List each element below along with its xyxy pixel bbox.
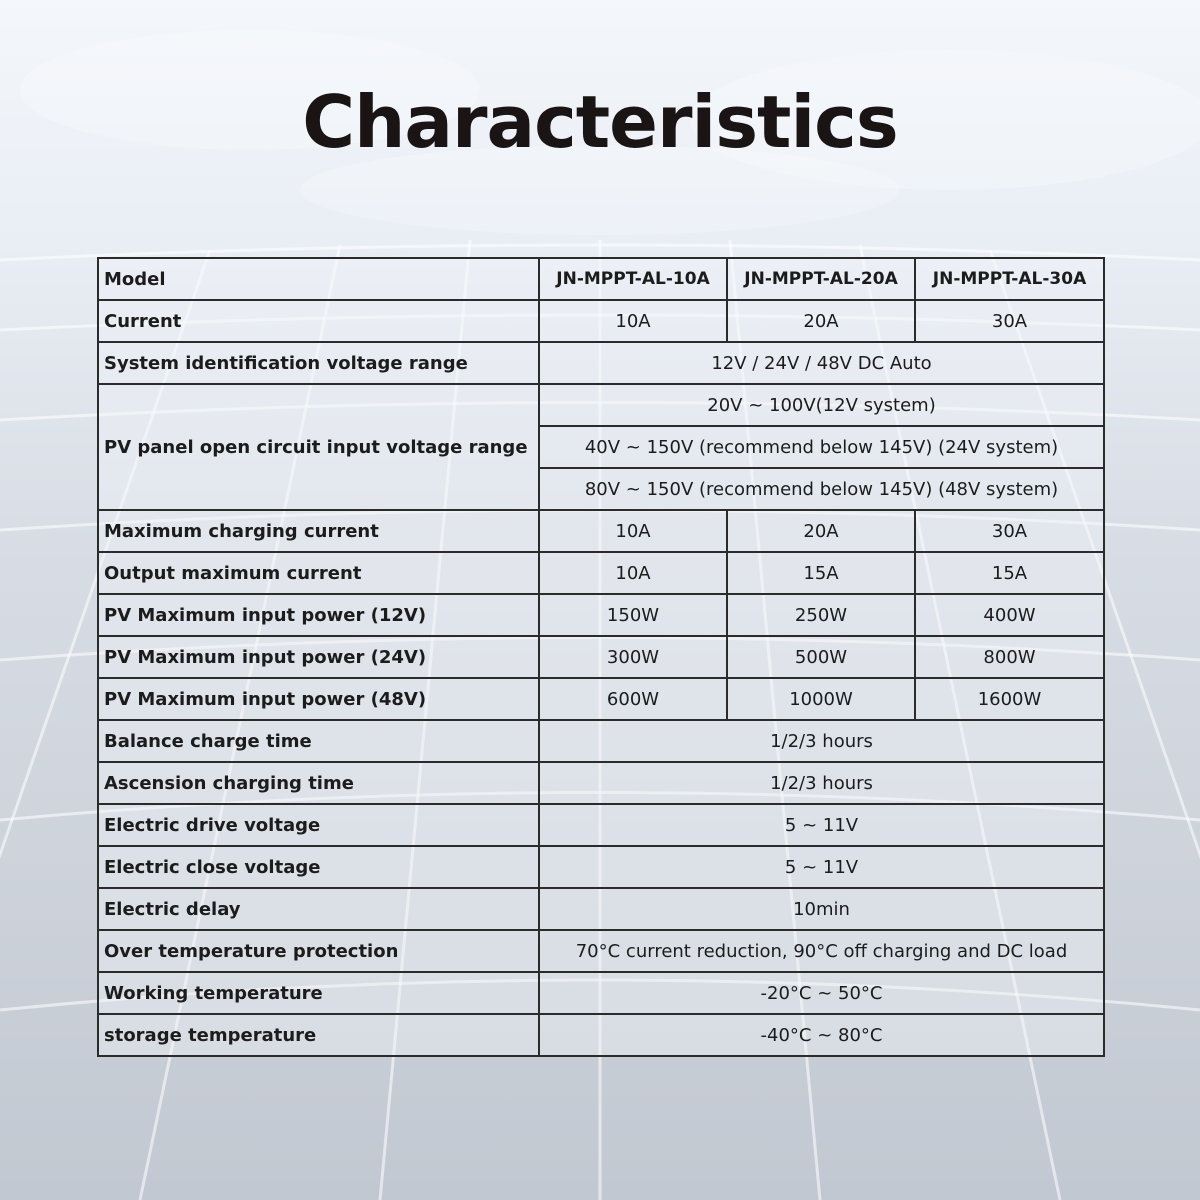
- value-cell: 250W: [727, 594, 915, 636]
- value-cell: 10A: [539, 552, 727, 594]
- row-label: Over temperature protection: [98, 930, 539, 972]
- row-label: Electric close voltage: [98, 846, 539, 888]
- value-cell: 5 ~ 11V: [539, 804, 1104, 846]
- table-row-balance-charge-time: [98, 720, 1104, 762]
- table-row-model: [98, 258, 1104, 300]
- table-row-system-voltage: [98, 342, 1104, 384]
- value-cell: 400W: [915, 594, 1104, 636]
- value-cell: 20A: [727, 300, 915, 342]
- value-cell: 20A: [727, 510, 915, 552]
- value-cell: 5 ~ 11V: [539, 846, 1104, 888]
- value-cell: 15A: [727, 552, 915, 594]
- value-cell: -40°C ~ 80°C: [539, 1014, 1104, 1056]
- value-cell: 1600W: [915, 678, 1104, 720]
- table-row-ascension-charging-time: [98, 762, 1104, 804]
- value-cell: 10min: [539, 888, 1104, 930]
- value-cell: 1000W: [727, 678, 915, 720]
- model-name-cell: JN-MPPT-AL-30A: [915, 258, 1104, 300]
- row-label: System identification voltage range: [98, 342, 539, 384]
- row-label: PV panel open circuit input voltage range: [98, 384, 539, 510]
- value-cell: 1/2/3 hours: [539, 720, 1104, 762]
- table-row-pv-power-24v: [98, 636, 1104, 678]
- value-cell: 10A: [539, 300, 727, 342]
- row-label: Electric drive voltage: [98, 804, 539, 846]
- table-row-output-max-current: [98, 552, 1104, 594]
- row-label: Output maximum current: [98, 552, 539, 594]
- specifications-table: [97, 257, 1105, 1057]
- value-cell: 10A: [539, 510, 727, 552]
- value-cell: 12V / 24V / 48V DC Auto: [539, 342, 1104, 384]
- row-label: Ascension charging time: [98, 762, 539, 804]
- value-cell: 20V ~ 100V(12V system): [539, 384, 1104, 426]
- row-label: Model: [98, 258, 539, 300]
- table-row-electric-close-voltage: [98, 846, 1104, 888]
- value-cell: 40V ~ 150V (recommend below 145V) (24V system): [539, 426, 1104, 468]
- value-cell: 70°C current reduction, 90°C off charging and DC load: [539, 930, 1104, 972]
- table-row-working-temperature: [98, 972, 1104, 1014]
- value-cell: 1/2/3 hours: [539, 762, 1104, 804]
- table-row-current: [98, 300, 1104, 342]
- table-row-electric-delay: [98, 888, 1104, 930]
- row-label: Balance charge time: [98, 720, 539, 762]
- row-label: storage temperature: [98, 1014, 539, 1056]
- row-label: PV Maximum input power (24V): [98, 636, 539, 678]
- value-cell: 80V ~ 150V (recommend below 145V) (48V system): [539, 468, 1104, 510]
- table-row-pv-open-circuit: [98, 384, 1104, 426]
- value-cell: 600W: [539, 678, 727, 720]
- row-label: PV Maximum input power (48V): [98, 678, 539, 720]
- model-name-cell: JN-MPPT-AL-20A: [727, 258, 915, 300]
- value-cell: 30A: [915, 300, 1104, 342]
- table-row-pv-power-48v: [98, 678, 1104, 720]
- row-label: PV Maximum input power (12V): [98, 594, 539, 636]
- value-cell: 15A: [915, 552, 1104, 594]
- row-label: Working temperature: [98, 972, 539, 1014]
- model-name-cell: JN-MPPT-AL-10A: [539, 258, 727, 300]
- table-row-over-temp-protection: [98, 930, 1104, 972]
- value-cell: 300W: [539, 636, 727, 678]
- row-label: Electric delay: [98, 888, 539, 930]
- table-row-pv-power-12v: [98, 594, 1104, 636]
- row-label: Maximum charging current: [98, 510, 539, 552]
- value-cell: 800W: [915, 636, 1104, 678]
- table-row-electric-drive-voltage: [98, 804, 1104, 846]
- value-cell: 30A: [915, 510, 1104, 552]
- value-cell: 500W: [727, 636, 915, 678]
- row-label: Current: [98, 300, 539, 342]
- value-cell: -20°C ~ 50°C: [539, 972, 1104, 1014]
- value-cell: 150W: [539, 594, 727, 636]
- page-title: Characteristics: [302, 80, 898, 164]
- table-row-max-charging-current: [98, 510, 1104, 552]
- table-row-storage-temperature: [98, 1014, 1104, 1056]
